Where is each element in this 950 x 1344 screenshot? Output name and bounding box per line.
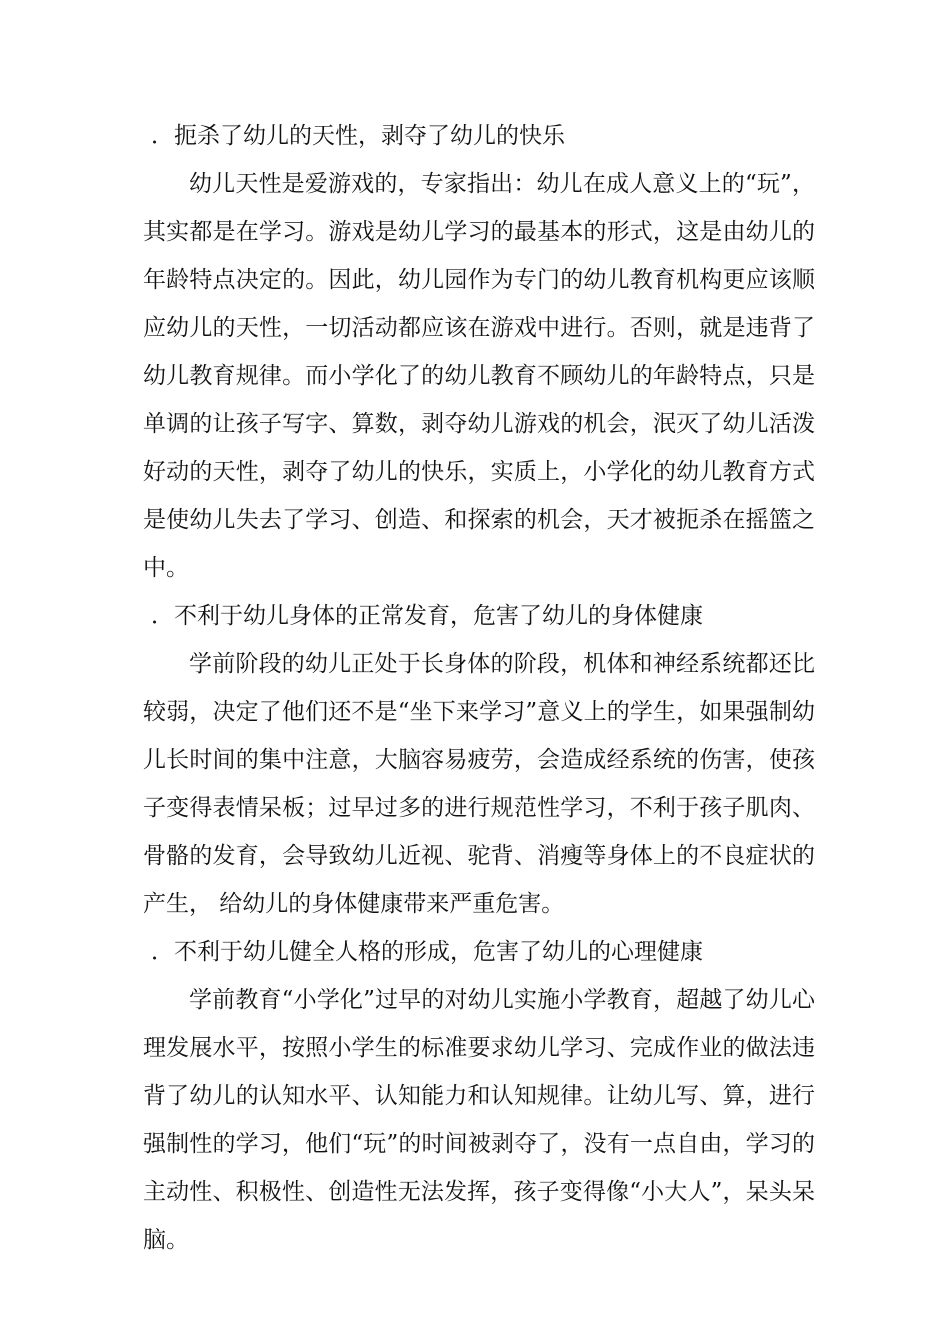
section-paragraph-3: 学前教育“小学化”过早的对幼儿实施小学教育，超越了幼儿心理发展水平，按照小学生的标准要求幼儿学习、完成作业的做法违背了幼儿的认知水平、认知能力和认知规律。让幼儿写、算，进行强制性的学习，他们“玩”的时间被剥夺了，没有一点自由，学习的主动性、积极性、创造性无法发挥，孩子变得像“小大人”，呆头呆脑。 xyxy=(143,987,815,1253)
section-heading-2: ．不利于幼儿身体的正常发育，危害了幼儿的身体健康 xyxy=(151,603,703,629)
section-paragraph-2: 学前阶段的幼儿正处于长身体的阶段，机体和神经系统都还比较弱，决定了他们还不是“坐下来学习”意义上的学生，如果强制幼儿长时间的集中注意，大脑容易疲劳，会造成经系统的伤害，使孩子变得表情呆板；过早过多的进行规范性学习，不利于孩子肌肉、骨骼的发育，会导致幼儿近视、驼背、消瘦等身体上的不良症状的产生， 给幼儿的身体健康带来严重危害。 xyxy=(143,651,815,917)
section-heading-1: ．扼杀了幼儿的天性，剥夺了幼儿的快乐 xyxy=(151,123,565,149)
section-paragraph-1: 幼儿天性是爱游戏的，专家指出：幼儿在成人意义上的“玩”，其实都是在学习。游戏是幼儿学习的最基本的形式，这是由幼儿的年龄特点决定的。因此，幼儿园作为专门的幼儿教育机构更应该顺应幼儿的天性，一切活动都应该在游戏中进行。否则，就是违背了幼儿教育规律。而小学化了的幼儿教育不顾幼儿的年龄特点，只是单调的让孩子写字、算数，剥夺幼儿游戏的机会，泯灭了幼儿活泼好动的天性，剥夺了幼儿的快乐，实质上，小学化的幼儿教育方式是使幼儿失去了学习、创造、和探索的机会，天才被扼杀在摇篮之中。 xyxy=(143,171,815,581)
document-body xyxy=(143,112,815,1264)
section-heading-3: ．不利于幼儿健全人格的形成，危害了幼儿的心理健康 xyxy=(151,939,703,965)
